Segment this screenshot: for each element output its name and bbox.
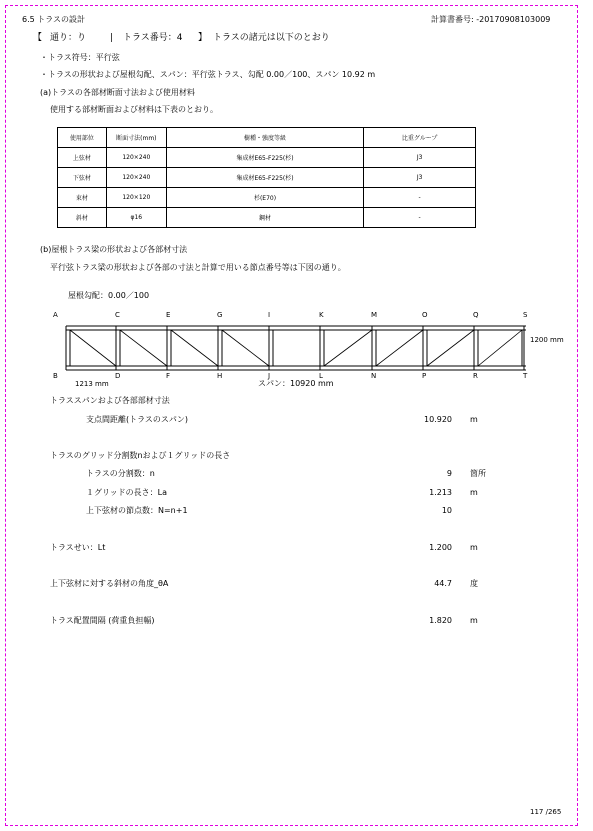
truss-depth-unit: m bbox=[470, 543, 478, 552]
truss-diagonal bbox=[171, 330, 218, 366]
bottom-node-label: R bbox=[473, 372, 478, 380]
section-title: 6.5 トラスの設計 bbox=[22, 15, 86, 24]
truss-spacing-unit: m bbox=[470, 616, 478, 625]
truss-diagonal bbox=[324, 330, 372, 366]
grid-row-label: １グリッドの長さ：La bbox=[86, 488, 168, 497]
bottom-node-label: J bbox=[268, 372, 271, 380]
top-node-label: C bbox=[115, 311, 120, 319]
top-node-label: O bbox=[422, 311, 428, 319]
top-node-label: A bbox=[53, 311, 58, 319]
span-row-label: 支点間距離(トラスのスパン) bbox=[86, 415, 189, 424]
heading-separator: | bbox=[110, 33, 114, 43]
table-cell: J3 bbox=[364, 148, 476, 168]
truss-diagonal bbox=[120, 330, 167, 366]
table-cell: 集成材E65-F225(杉) bbox=[166, 168, 364, 188]
grid-row-value: 9 bbox=[446, 469, 452, 478]
truss-height-label: 1200 mm bbox=[530, 336, 564, 344]
span-label: スパン：10920 mm bbox=[258, 379, 334, 388]
bottom-node-label: T bbox=[523, 372, 528, 380]
table-cell: 斜材 bbox=[58, 208, 107, 228]
heading-truss-no: トラス番号：4 bbox=[123, 33, 183, 43]
grid-row-label: トラスの分割数：n bbox=[86, 469, 155, 478]
span-section-title: トラススパンおよび各部部材寸法 bbox=[50, 396, 170, 405]
heading-bracket-close: 】 bbox=[198, 33, 208, 43]
table-cell: 束材 bbox=[58, 188, 107, 208]
truss-diagonal bbox=[376, 330, 423, 366]
table-cell: - bbox=[364, 208, 476, 228]
grid-section-title: トラスのグリッド分割数nおよび１グリッドの長さ bbox=[50, 451, 231, 460]
diagonal-angle-value: 44.7 bbox=[434, 579, 452, 588]
bottom-node-label: P bbox=[422, 372, 427, 380]
section-b-title: (b)屋根トラス梁の形状および各部材寸法 bbox=[40, 245, 188, 254]
bottom-node-label: B bbox=[53, 372, 58, 380]
heading-text: トラスの諸元は以下のとおり bbox=[213, 33, 330, 43]
heading-axis-label: 通り：り bbox=[50, 33, 87, 43]
bullet-truss-shape: ・トラスの形状および屋根勾配、スパン：平行弦トラス、勾配 0.00／100、スパン 10.92 m bbox=[40, 70, 376, 79]
grid-length-label: 1213 mm bbox=[75, 380, 109, 388]
table-cell: 120×120 bbox=[106, 188, 166, 208]
table-header: 比重グループ bbox=[364, 128, 476, 148]
bottom-node-label: F bbox=[166, 372, 171, 380]
span-row-unit: m bbox=[470, 415, 478, 424]
table-header: 樹種・強度等級 bbox=[166, 128, 364, 148]
truss-depth-value: 1.200 bbox=[429, 543, 452, 552]
bottom-node-label: L bbox=[319, 372, 323, 380]
truss-members bbox=[66, 326, 526, 370]
truss-diagonal bbox=[222, 330, 269, 366]
truss-diagonal bbox=[70, 330, 116, 366]
table-cell: J3 bbox=[364, 168, 476, 188]
section-a-title: (a)トラスの各部材断面寸法および使用材料 bbox=[40, 88, 195, 97]
truss-diagonal bbox=[427, 330, 474, 366]
truss-depth-label: トラスせい：Lt bbox=[50, 543, 106, 552]
table-cell: 上弦材 bbox=[58, 148, 107, 168]
top-node-label: E bbox=[166, 311, 171, 319]
table-cell: 杉(E70) bbox=[166, 188, 364, 208]
top-node-label: G bbox=[217, 311, 223, 319]
grid-row-unit: m bbox=[470, 488, 478, 497]
top-node-label: Q bbox=[473, 311, 479, 319]
table-cell: - bbox=[364, 188, 476, 208]
bottom-node-label: N bbox=[371, 372, 377, 380]
span-row-value: 10.920 bbox=[424, 415, 452, 424]
table-header: 断面寸法(mm) bbox=[106, 128, 166, 148]
top-node-label: I bbox=[268, 311, 271, 319]
grid-row-label: 上下弦材の節点数：N=n+1 bbox=[86, 506, 188, 515]
diagonal-angle-unit: 度 bbox=[470, 579, 478, 588]
grid-row-unit: 箇所 bbox=[470, 469, 486, 478]
page-number: 117 /265 bbox=[530, 808, 562, 816]
table-cell: 120×240 bbox=[106, 168, 166, 188]
calc-number: 計算書番号: -20170908103009 bbox=[431, 15, 551, 24]
top-node-label: K bbox=[319, 311, 324, 319]
top-node-label: M bbox=[371, 311, 378, 319]
bottom-node-label: D bbox=[115, 372, 121, 380]
roof-slope-label: 屋根勾配：0.00／100 bbox=[68, 291, 150, 300]
heading-bracket-open: 【 bbox=[33, 33, 43, 43]
section-b-intro: 平行弦トラス梁の形状および各部の寸法と計算で用いる節点番号等は下図の通り。 bbox=[50, 263, 346, 272]
truss-spacing-value: 1.820 bbox=[429, 616, 452, 625]
bottom-node-label: H bbox=[217, 372, 223, 380]
top-node-label: S bbox=[523, 311, 528, 319]
bullet-truss-code: ・トラス符号：平行弦 bbox=[40, 53, 120, 62]
table-header: 使用部位 bbox=[58, 128, 107, 148]
truss-diagonal bbox=[478, 330, 522, 366]
table-cell: 集成材E65-F225(杉) bbox=[166, 148, 364, 168]
truss-spacing-label: トラス配置間隔 (荷重負担幅) bbox=[50, 616, 155, 625]
section-a-intro: 使用する部材断面および材料は下表のとおり。 bbox=[50, 105, 218, 114]
table-cell: 120×240 bbox=[106, 148, 166, 168]
diagonal-angle-label: 上下弦材に対する斜材の角度_θA bbox=[50, 579, 169, 588]
table-cell: 鋼材 bbox=[166, 208, 364, 228]
table-cell: 下弦材 bbox=[58, 168, 107, 188]
grid-row-value: 1.213 bbox=[429, 488, 452, 497]
grid-row-value: 10 bbox=[441, 506, 452, 515]
table-cell: φ16 bbox=[106, 208, 166, 228]
